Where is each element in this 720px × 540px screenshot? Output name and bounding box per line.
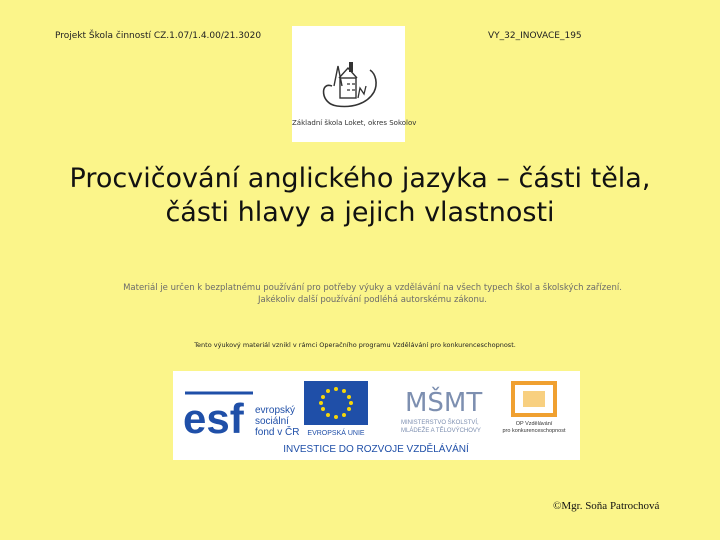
- eu-flag-icon: [304, 381, 368, 437]
- msmt-text-1: MINISTERSTVO ŠKOLSTVÍ,: [401, 420, 479, 426]
- program-note: Tento výukový materiál vznikl v rámci Operačního programu Vzdělávání pro konkurenceschopnost.: [194, 341, 516, 349]
- op-vk-logo-icon: [503, 383, 566, 434]
- school-name: Základní škola Loket, okres Sokolov: [292, 119, 417, 127]
- title-line-1: Procvičování anglického jazyka – části těla,: [69, 163, 651, 194]
- esf-logo-icon: [183, 393, 299, 442]
- msmt-letters: MŠMT: [405, 388, 483, 418]
- msmt-logo-icon: [401, 386, 482, 434]
- school-logo-icon: [292, 26, 405, 116]
- eu-text: EVROPSKÁ UNIE: [307, 430, 365, 437]
- eu-logos-panel: [173, 371, 580, 460]
- msmt-text-2: MLÁDEŽE A TĚLOVÝCHOVY: [401, 428, 481, 434]
- op-text-2: pro konkurenceschopnost: [502, 428, 566, 434]
- school-logo-box: [292, 26, 417, 142]
- page-title: [0, 162, 720, 230]
- document-code: VY_32_INOVACE_195: [488, 31, 582, 41]
- investment-banner: INVESTICE DO ROZVOJE VZDĚLÁVÁNÍ: [283, 444, 469, 455]
- esf-letters: esf: [183, 395, 244, 442]
- esf-text-3: fond v ČR: [255, 427, 300, 438]
- op-text-1: OP Vzdělávání: [515, 421, 553, 427]
- project-code: Projekt Škola činností CZ.1.07/1.4.00/21.3020: [55, 31, 262, 41]
- usage-note-line-2: Jakékoliv další používání podléhá autorskému zákonu.: [258, 295, 487, 305]
- title-line-2: části hlavy a jejich vlastnosti: [165, 197, 555, 228]
- usage-note: [0, 282, 720, 306]
- esf-text-1: evropský: [255, 405, 296, 416]
- esf-text-2: sociální: [255, 416, 289, 427]
- usage-note-line-1: Materiál je určen k bezplatnému používání pro potřeby výuky a vzdělávání na všech typech škol a školských zařízení.: [123, 283, 622, 293]
- author-credit: ©Mgr. Soňa Patrochová: [553, 500, 660, 512]
